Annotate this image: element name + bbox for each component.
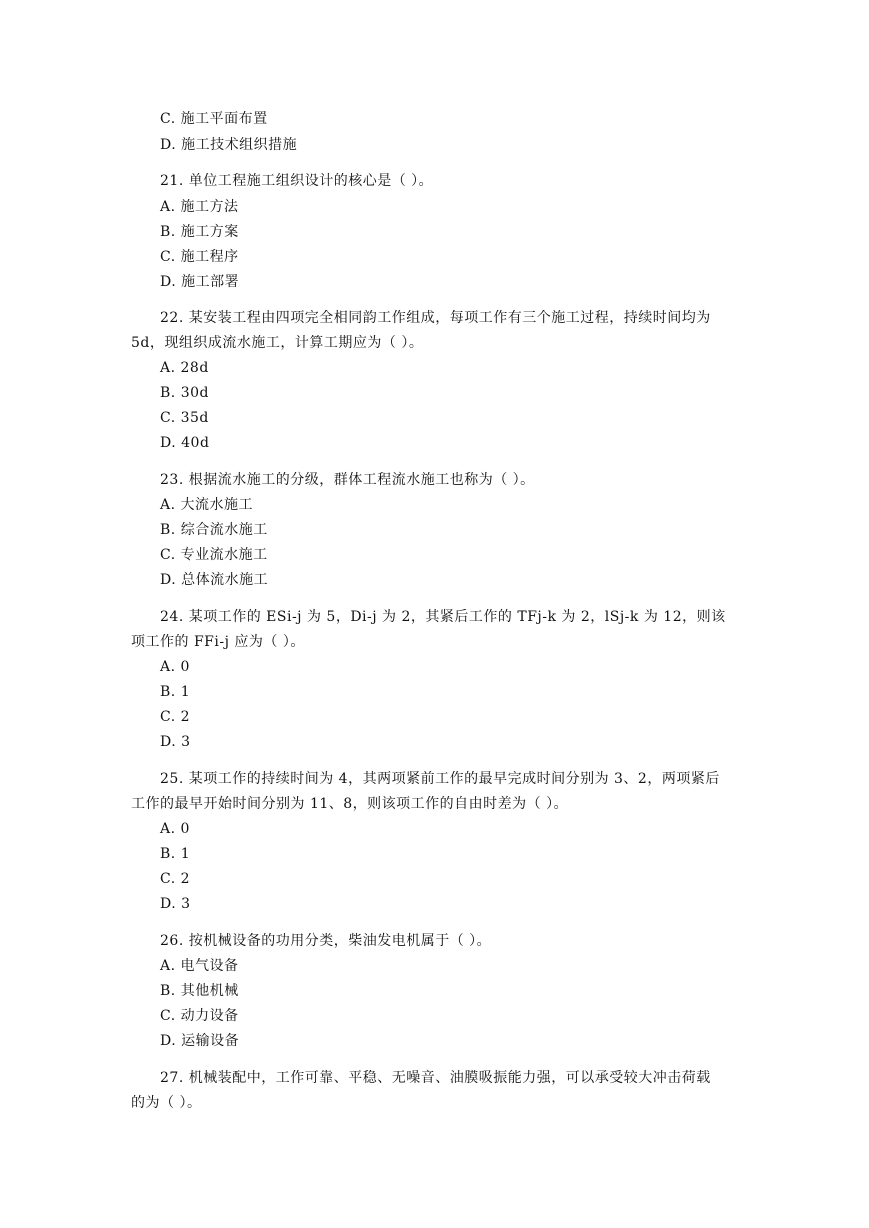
question-stem: 26. 按机械设备的功用分类，柴油发电机属于（ ）。 <box>160 933 492 949</box>
option-line: B. 30d <box>160 385 209 401</box>
question-stem: 25. 某项工作的持续时间为 4，其两项紧前工作的最早完成时间分别为 3、2，两项紧后 <box>160 771 720 787</box>
option-line: A. 大流水施工 <box>160 497 254 513</box>
question-stem: 工作的最早开始时间分别为 11、8，则该项工作的自由时差为（ ）。 <box>131 796 569 812</box>
option-line: C. 施工平面布置 <box>160 111 268 127</box>
option-line: D. 3 <box>160 896 191 912</box>
question-stem: 22. 某安装工程由四项完全相同韵工作组成，每项工作有三个施工过程，持续时间均为 <box>160 310 711 326</box>
option-line: B. 施工方案 <box>160 224 239 240</box>
option-line: D. 施工部署 <box>160 274 240 290</box>
option-line: D. 3 <box>160 734 191 750</box>
question-stem: 5d，现组织成流水施工，计算工期应为（ ）。 <box>131 335 424 351</box>
option-line: C. 2 <box>160 709 191 725</box>
option-line: D. 40d <box>160 435 210 451</box>
option-line: B. 1 <box>160 684 191 700</box>
option-line: A. 0 <box>160 821 190 837</box>
question-stem: 的为（ ）。 <box>131 1095 202 1111</box>
question-stem: 27. 机械装配中，工作可靠、平稳、无噪音、油膜吸振能力强，可以承受较大冲击荷载 <box>160 1070 711 1086</box>
option-line: D. 施工技术组织措施 <box>160 137 298 153</box>
option-line: D. 运输设备 <box>160 1033 240 1049</box>
option-line: A. 28d <box>160 360 209 376</box>
option-line: C. 动力设备 <box>160 1008 239 1024</box>
option-line: B. 其他机械 <box>160 983 239 999</box>
option-line: A. 0 <box>160 659 190 675</box>
option-line: C. 35d <box>160 410 209 426</box>
question-stem: 24. 某项工作的 ESi-j 为 5，Di-j 为 2，其紧后工作的 TFj-k 为 2，lSj-k 为 12，则该 <box>160 609 726 625</box>
option-line: B. 1 <box>160 846 191 862</box>
option-line: C. 施工程序 <box>160 249 239 265</box>
question-stem: 23. 根据流水施工的分级，群体工程流水施工也称为（ ）。 <box>160 472 535 488</box>
option-line: C. 2 <box>160 871 191 887</box>
option-line: D. 总体流水施工 <box>160 572 269 588</box>
option-line: C. 专业流水施工 <box>160 547 268 563</box>
option-line: A. 施工方法 <box>160 199 239 215</box>
option-line: A. 电气设备 <box>160 958 239 974</box>
option-line: B. 综合流水施工 <box>160 522 268 538</box>
question-stem: 项工作的 FFi-j 应为（ ）。 <box>131 634 305 650</box>
question-stem: 21. 单位工程施工组织设计的核心是（ ）。 <box>160 173 434 189</box>
